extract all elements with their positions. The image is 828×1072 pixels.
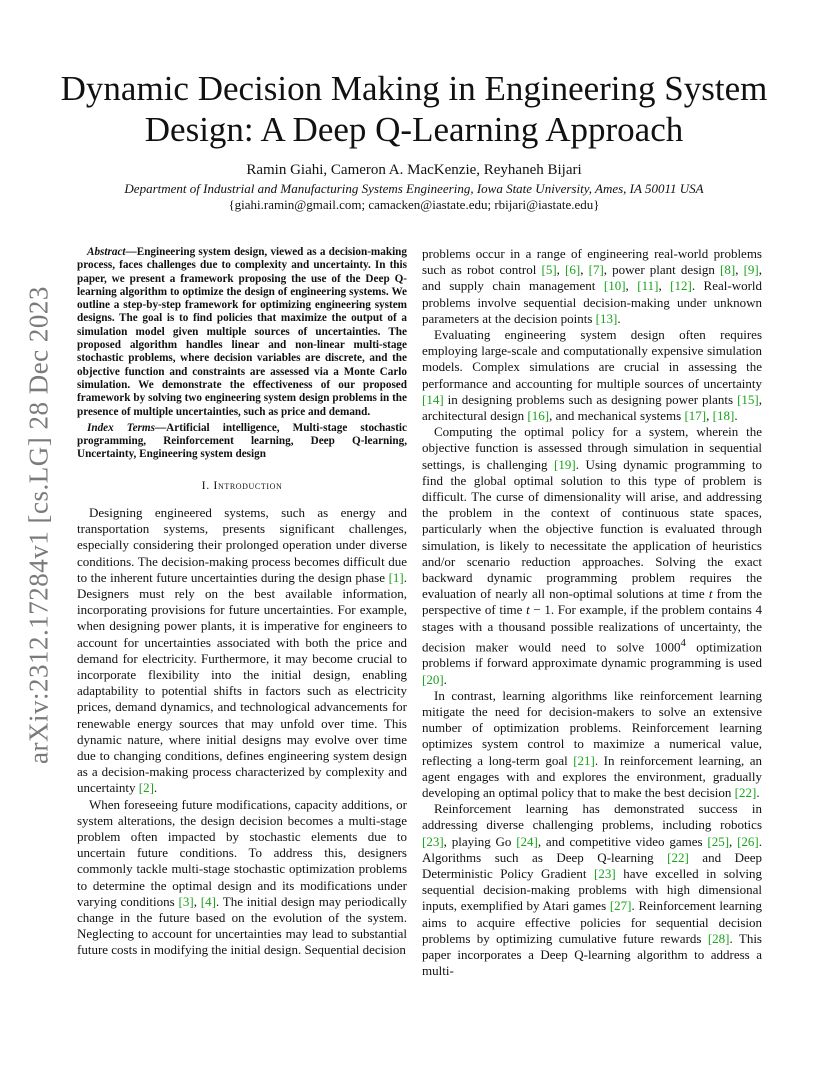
citation-link[interactable]: [16] [527,408,550,424]
citation-link[interactable]: [23] [422,833,444,849]
index-terms-label: Index Terms [87,421,155,434]
title-line-2: Design: A Deep Q-Learning Approach [144,110,684,149]
paragraph: problems occur in a range of engineering real-world problems such as robot control [5], [6], [7], power plant design [8], [9], and supply chain management [10], [11], [12]. Real-world problems involve sequential decision-making under unknown parameters at the decision points [13]. [422,246,763,326]
citation-link[interactable]: [18] [712,408,735,424]
citation-link[interactable]: [9] [743,262,759,278]
citation-link[interactable]: [8] [720,262,736,278]
citation-link[interactable]: [11] [637,278,659,294]
paragraph: Evaluating engineering system design often requires employing large-scale and computationally expensive simulation models. Complex simulations are crucial in assessing the performance and accounting for multiple sources of uncertainty [14] in designing problems such as designing power plants [15], architectural design [16], and mechanical systems [17], [18]. [422,327,762,424]
superscript: 4 [680,636,686,649]
paragraph: Designing engineered systems, such as energy and transportation systems, presents significant challenges, especially considering their prolonged operation under diverse conditions. The decision-making process becomes difficult due to the inherent future uncertainties during the design phase [1]. Designers must rely on the best available information, incorporating provisions for future uncertainties. For example, when designing power plants, it is imperative for engineers to account for uncertainties associated with both the price and demand for electricity. Furthermore, it may become crucial to incorporate flexibility into the initial design, enabling adaptability to potential shifts in factors such as electricity prices, demand dynamics, and technological advancements for renewable energy sources that may unfold over time. This dynamic nature, where initial designs may evolve over time due to changing conditions, defines engineering system design as a decision-making process characterized by complexity and uncertainty [2]. [77,504,407,796]
citation-link[interactable]: [17] [684,408,707,424]
citation-link[interactable]: [15] [737,391,759,407]
citation-link[interactable]: [28] [707,930,730,946]
citation-link[interactable]: [20] [422,671,444,687]
citation-link[interactable]: [2] [138,780,154,796]
index-terms [77,422,407,462]
citation-link[interactable]: [25] [707,833,730,849]
abstract-text: —Engineering system design, viewed as a decision-making process, faces challenges due to complexity and uncertainty. In this paper, we present a framework proposing the use of the Deep Q-learning algorithm to optimize the design of engineering systems. We outline a step-by-step framework for optimizing engineering system designs. The goal is to find policies that maximize the output of a simulation model given multiple sources of uncertainties. The proposed algorithm handles linear and non-linear multi-stage stochastic problems, where decision variables are discrete, and the objective function and constraints are assessed via a Monte Carlo simulation. We demonstrate the effectiveness of our proposed framework by solving two engineering system design problems in the presence of multiple uncertainties, such as price and demand. [77,246,407,418]
citation-link[interactable]: [5] [541,262,557,278]
abstract-label: Abstract [87,246,126,258]
paragraph: Computing the optimal policy for a system, wherein the objective function is assessed through simulation in sequential settings, is challenging [19]. Using dynamic programming to find the global optimal solution to this type of problem is difficult. The curse of dimensionality will arise, and addressing the problem in the context of continuous state spaces, particularly when the objective function is evaluated through simulation, is likely to necessitate the application of heuristics and/or scenario reduction approaches. Solving the exact backward dynamic programming problem requires the evaluation of nearly all non-optimal solutions at time t from the perspective of time t − 1. For example, if the problem contains 4 stages with a thousand possible realizations of uncertainty, the decision maker would need to solve 1000$^4$ optimization problems if forward approximate dynamic programming is used [20]. [422,424,763,687]
right-column [422,246,762,979]
author-emails: {giahi.ramin@gmail.com; camacken@iastate.edu; rbijari@iastate.edu} [228,197,600,212]
citation-link[interactable]: [7] [588,262,604,278]
index-terms-text: —Artificial intelligence, Multi-stage stochastic programming, Reinforcement learning, Deep Q-learning, Uncertainty, Engineering system design [77,421,407,461]
paragraph: When foreseeing future modifications, capacity additions, or system alterations, the design decision becomes a multi-stage problem often impacted by stochastic elements due to uncertain future conditions. To address this, designers commonly tackle multi-stage stochastic optimization problems to determine the optimal design and its modifications under varying conditions [3], [4]. The initial design may periodically change in the future based on the evolution of the system. Neglecting to account for uncertainties may lead to substantial future costs in modifying the initial design. Sequential decision [77,796,407,958]
citation-link[interactable]: [14] [422,391,444,407]
author-list: Ramin Giahi, Cameron A. MacKenzie, Reyhaneh Bijari [246,162,582,178]
paragraph: Reinforcement learning has demonstrated success in addressing diverse challenging problems, including robotics [23], playing Go [24], and competitive video games [25], [26]. Algorithms such as Deep Q-learning [22] and Deep Deterministic Policy Gradient [23] have excelled in solving sequential decision-making problems with high dimensional inputs, exemplified by Atari games [27]. Reinforcement learning aims to acquire effective policies for sequential decision problems by optimizing cumulative future rewards [28]. This paper incorporates a Deep Q-learning algorithm to address a multi- [422,801,763,979]
title-line-1: Dynamic Decision Making in Engineering System [60,69,768,108]
citation-link[interactable]: [27] [609,898,632,914]
affiliation: Department of Industrial and Manufacturing Systems Engineering, Iowa State University, Ames, IA 50011 USA [124,181,704,196]
citation-link[interactable]: [1] [388,569,404,585]
citation-link[interactable]: [19] [554,456,576,472]
citation-link[interactable]: [22] [734,785,757,801]
citation-link[interactable]: [3] [178,893,194,909]
abstract [77,246,407,419]
citation-link[interactable]: [10] [603,278,626,294]
paper-title [60,68,768,150]
citation-link[interactable]: [23] [594,866,616,882]
citation-link[interactable]: [6] [565,262,581,278]
citation-link[interactable]: [22] [667,849,689,865]
citation-link[interactable]: [21] [573,752,595,768]
citation-link[interactable]: [24] [516,833,538,849]
citation-link[interactable]: [13] [595,310,618,326]
arxiv-identifier: arXiv:2312.17284v1 [cs.LG] 28 Dec 2023 [23,286,54,764]
section-heading-introduction: I. Introduction [201,477,283,492]
math-variable: t [526,602,530,618]
left-column [77,246,407,959]
citation-link[interactable]: [4] [200,893,216,909]
paragraph: In contrast, learning algorithms like reinforcement learning mitigate the need for decision-makers to solve an extensive number of optimization problems. Reinforcement learning optimizes system control to maximize a numerical value, reflecting a long-term goal [21]. In reinforcement learning, an agent engages with and explores the environment, gradually developing an optimal policy that to make the best decision [22]. [422,687,762,801]
citation-link[interactable]: [12] [670,278,692,294]
citation-link[interactable]: [26] [737,833,759,849]
math-variable: t [708,586,713,602]
